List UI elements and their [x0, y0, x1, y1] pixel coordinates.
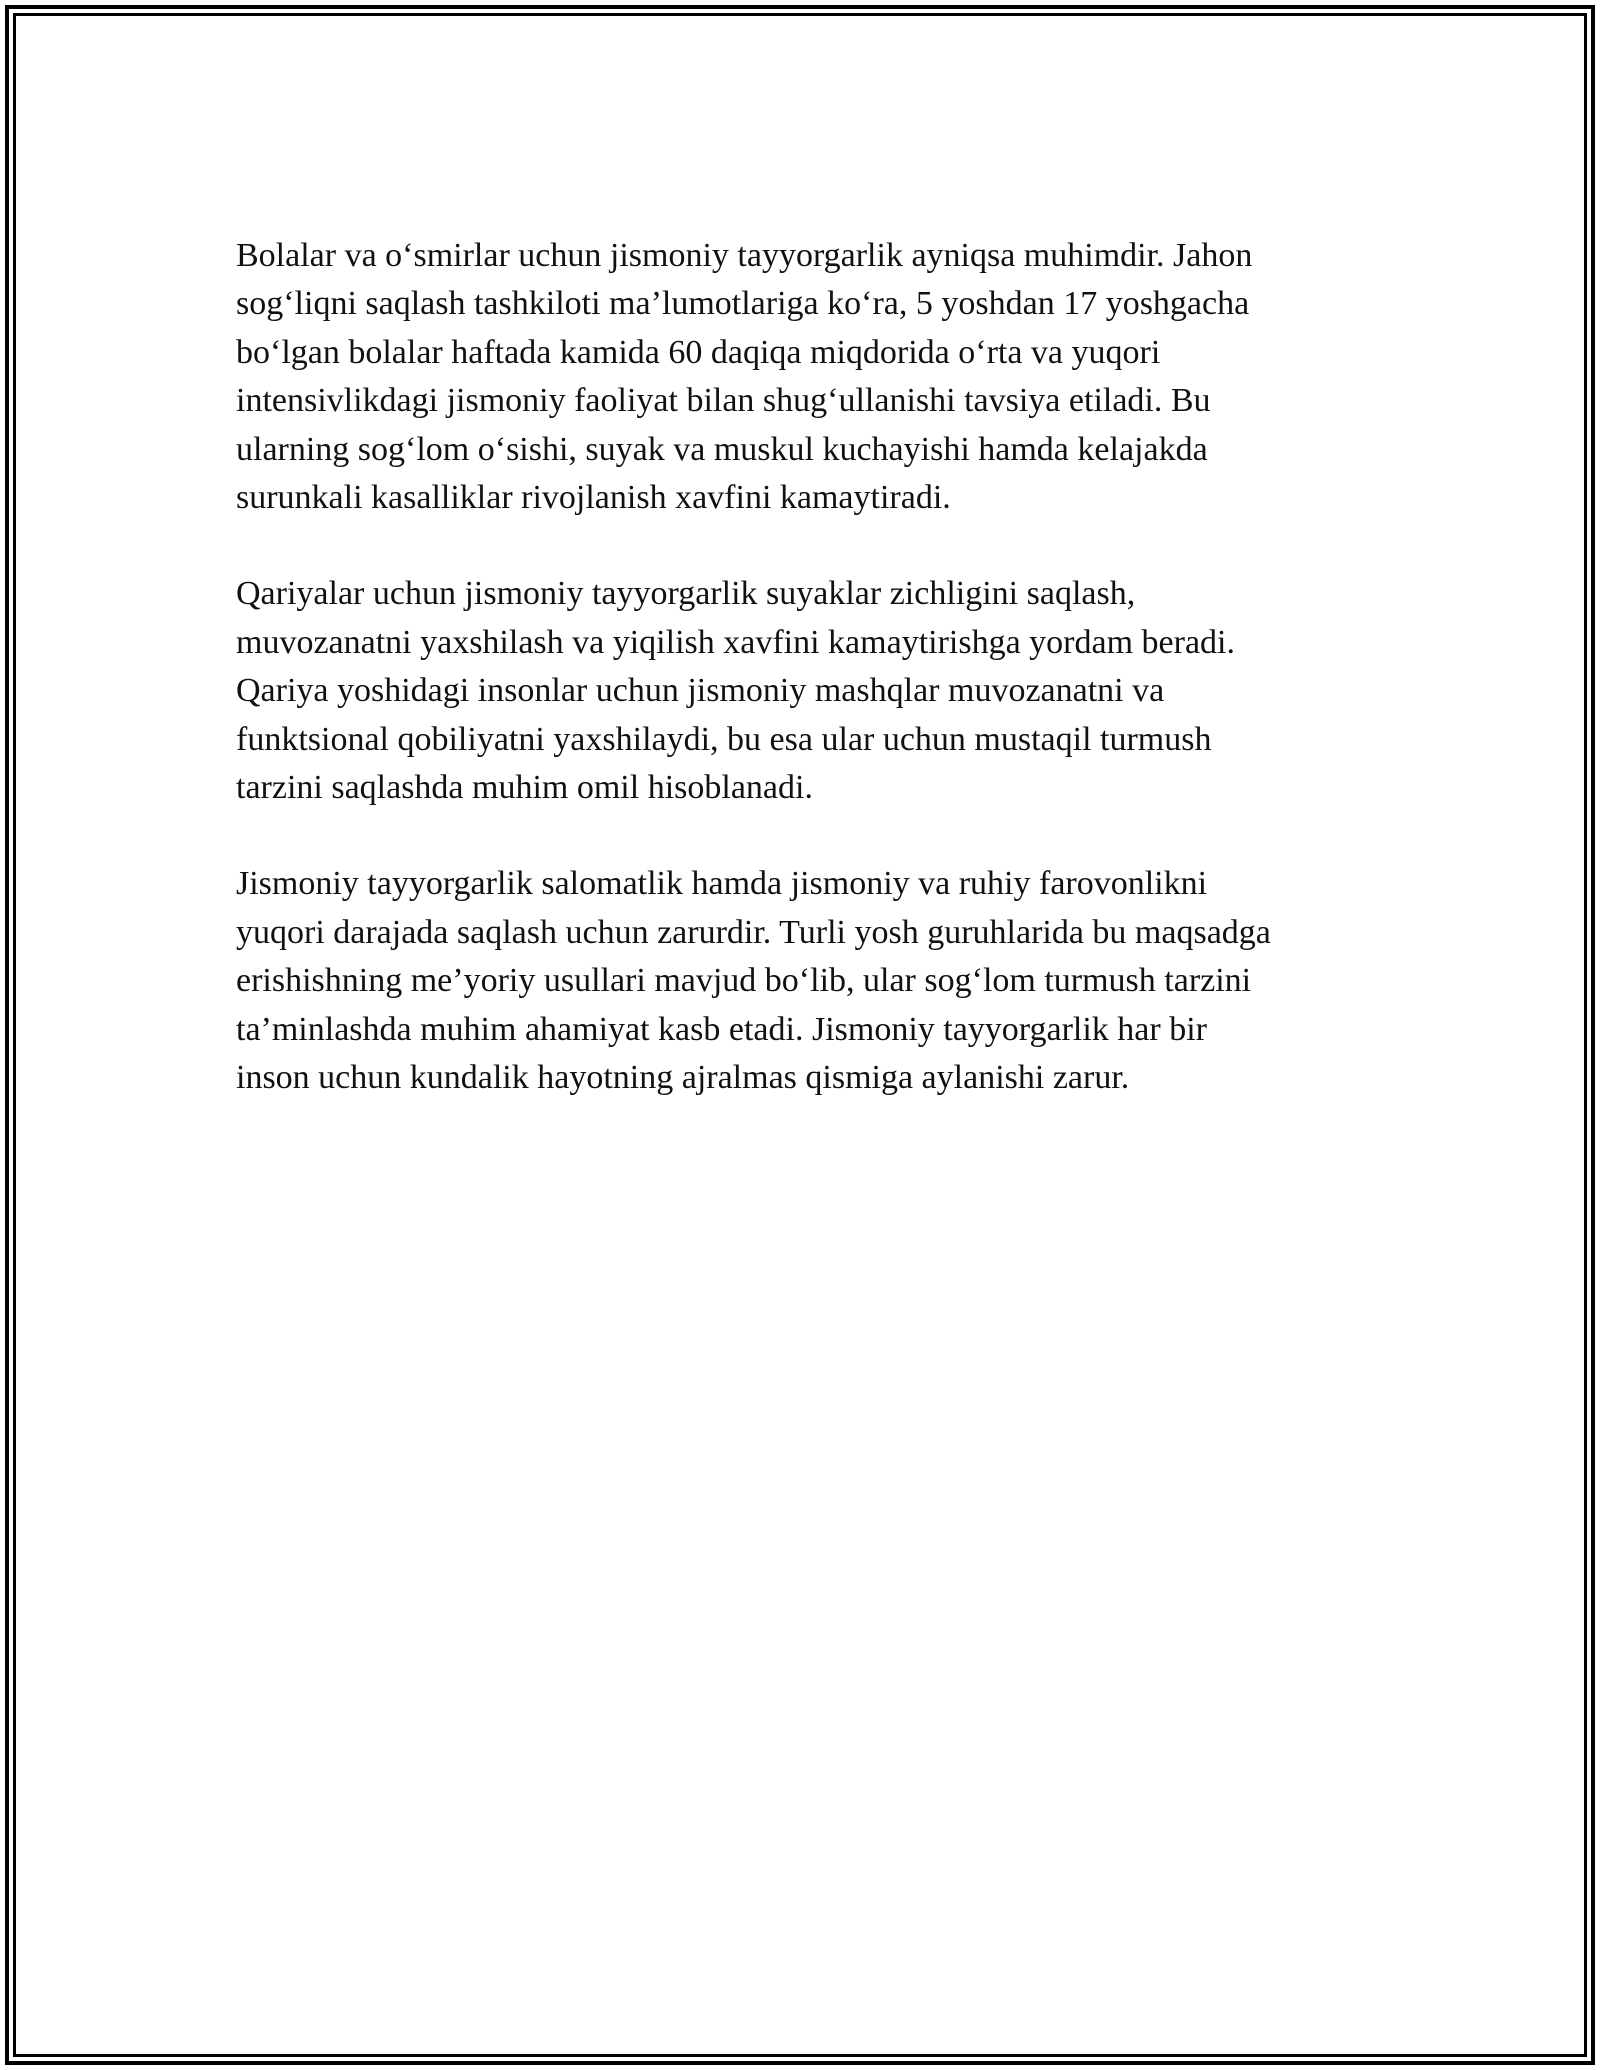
text-line: ularning sog‘lom o‘sishi, suyak va muskul kuchayishi hamda kelajakda [236, 430, 1208, 468]
text-line: Bolalar va o‘smirlar uchun jismoniy tayyorgarlik ayniqsa muhimdir. Jahon [236, 237, 1253, 274]
text-line: Jismoniy tayyorgarlik salomatlik hamda jismoniy va ruhiy farovonlikni [236, 865, 1208, 903]
text-line: funktsional qobiliyatni yaxshilaydi, bu esa ular uchun mustaqil turmush [236, 720, 1212, 758]
paragraph-conclusion [236, 860, 1386, 1102]
document-body [236, 232, 1386, 1151]
text-line: sog‘liqni saqlash tashkiloti ma’lumotlariga ko‘ra, 5 yoshdan 17 yoshgacha [236, 285, 1250, 323]
text-line: erishishning me’yoriy usullari mavjud bo‘lib, ular sog‘lom turmush tarzini [236, 962, 1252, 1000]
paragraph-children-physical-fitness [236, 232, 1386, 522]
text-line: inson uchun kundalik hayotning ajralmas qismiga aylanishi zarur. [236, 1059, 1130, 1097]
text-line: bo‘lgan bolalar haftada kamida 60 daqiqa miqdorida o‘rta va yuqori [236, 333, 1161, 371]
text-line: ta’minlashda muhim ahamiyat kasb etadi. Jismoniy tayyorgarlik har bir [236, 1010, 1207, 1048]
text-line: tarzini saqlashda muhim omil hisoblanadi. [236, 769, 813, 807]
text-line: Qariya yoshidagi insonlar uchun jismoniy mashqlar muvozanatni va [236, 672, 1165, 710]
text-line: Qariyalar uchun jismoniy tayyorgarlik suyaklar zichligini saqlash, [236, 575, 1136, 613]
text-line: surunkali kasalliklar rivojlanish xavfini kamaytiradi. [236, 479, 951, 517]
text-line: intensivlikdagi jismoniy faoliyat bilan shug‘ullanishi tavsiya etiladi. Bu [236, 382, 1211, 420]
text-line: yuqori darajada saqlash uchun zarurdir. Turli yosh guruhlarida bu maqsadga [236, 913, 1271, 951]
paragraph-elderly-physical-fitness [236, 570, 1386, 812]
text-line: muvozanatni yaxshilash va yiqilish xavfini kamaytirishga yordam beradi. [236, 623, 1235, 661]
